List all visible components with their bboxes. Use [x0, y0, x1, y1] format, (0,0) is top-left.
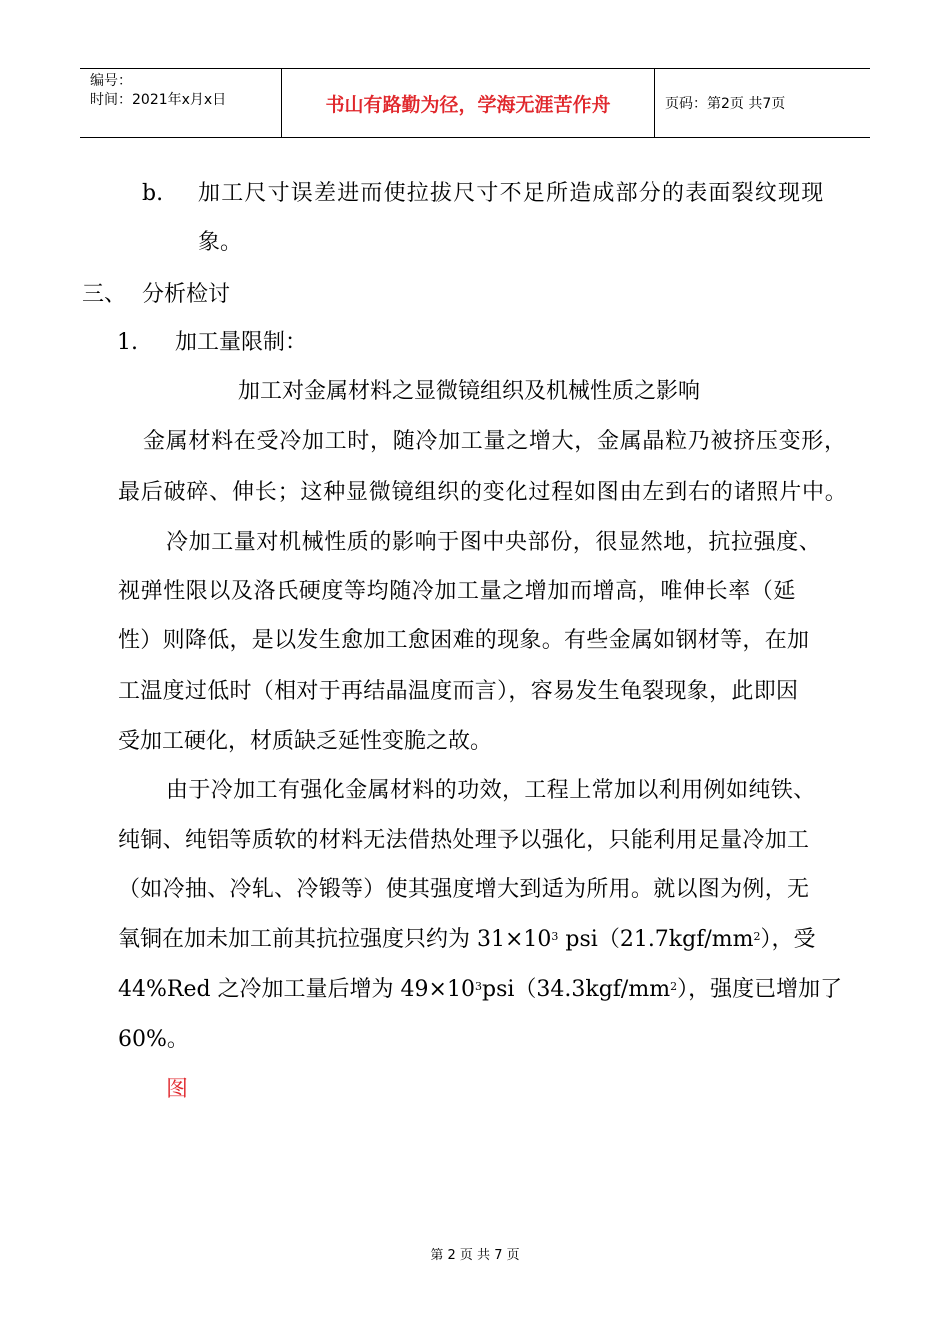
header-number-label: 编号： [90, 73, 132, 89]
p2-line2: 视弹性限以及洛氏硬度等均随冷加工量之增加而增高，唯伸长率（延 [118, 579, 797, 604]
p2-line3: 性）则降低，是以发生愈加工愈困难的现象。有些金属如钢材等，在加 [118, 628, 810, 653]
p1-line2: 最后破碎、伸长；这种显微镜组织的变化过程如图由左到右的诸照片中。 [118, 480, 848, 505]
p3-line5-superscript1: 3 [474, 980, 482, 993]
item-b-line1: 加工尺寸误差进而使拉拔尺寸不足所造成部分的表面裂纹现现 [198, 181, 825, 206]
p3-line4-part2: psi（21.7kgf/mm [558, 927, 754, 952]
p3-line3: （如冷抽、冷轧、冷锻等）使其强度增大到适为所用。就以图为例，无 [118, 877, 810, 902]
p3-line5-superscript2: 2 [670, 980, 678, 993]
p3-line4-part3: ），受 [760, 927, 816, 952]
section3-title: 分析检讨 [142, 282, 231, 307]
header-date-label: 时间：2021年x月x日 [90, 92, 227, 108]
section3-marker: 三、 [82, 282, 127, 307]
p3-line4-superscript2: 2 [753, 930, 761, 943]
p3-line5 [118, 975, 842, 1005]
page-header [80, 68, 870, 138]
figure-mark: 图 [166, 1077, 189, 1102]
item-b-marker: b. [142, 181, 164, 206]
p3-line4 [118, 925, 816, 955]
p3-line4-superscript1: 3 [551, 930, 559, 943]
p3-line6: 60%。 [118, 1027, 189, 1052]
p3-line5-part1: 44%Red 之冷加工量后增为 49×10 [118, 977, 475, 1002]
header-motto: 书山有路勤为径，学海无涯苦作舟 [282, 69, 655, 137]
p1-line1: 金属材料在受冷加工时，随冷加工量之增大，金属晶粒乃被挤压变形， [143, 429, 847, 454]
p2-line4: 工温度过低时（相对于再结晶温度而言），容易发生龟裂现象，此即因 [118, 679, 799, 704]
p3-line5-part3: ），强度已增加了 [677, 977, 843, 1002]
header-page-info: 页码：第2页 共7页 [665, 96, 786, 112]
page-footer: 第 2 页 共 7 页 [430, 1248, 520, 1263]
p3-line5-part2: psi（34.3kgf/mm [481, 977, 671, 1002]
p3-line4-part1: 氧铜在加未加工前其抗拉强度只约为 31×10 [118, 927, 552, 952]
sub1-title: 加工量限制： [175, 330, 308, 355]
sub1-marker: 1. [117, 330, 138, 355]
p2-line5: 受加工硬化，材质缺乏延性变脆之故。 [118, 729, 493, 754]
item-b-line2: 象。 [198, 230, 243, 255]
p3-line2: 纯铜、纯铝等质软的材料无法借热处理予以强化，只能利用足量冷加工 [118, 828, 810, 853]
figure-heading: 加工对金属材料之显微镜组织及机械性质之影响 [238, 379, 701, 404]
header-meta [80, 69, 282, 137]
p3-line1: 由于冷加工有强化金属材料的功效，工程上常加以利用例如纯铁、 [166, 778, 816, 803]
p2-line1: 冷加工量对机械性质的影响于图中央部份，很显然地，抗拉强度、 [166, 530, 822, 555]
